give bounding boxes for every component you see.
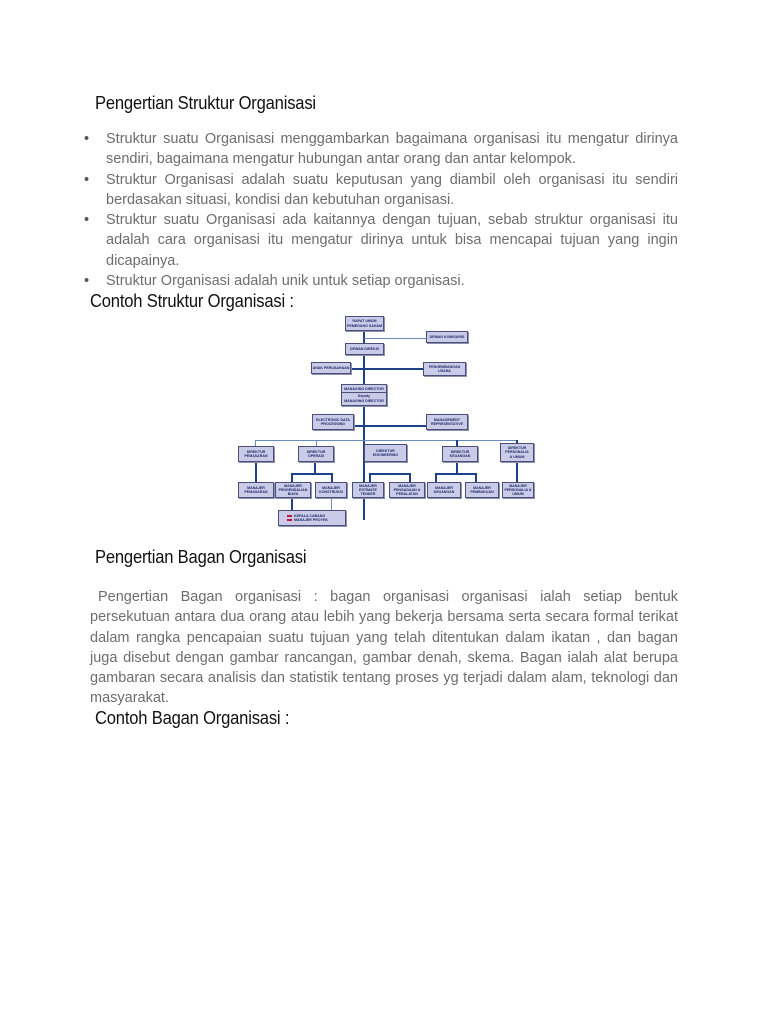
- chart-box-dir-personalia: DIREKTUR PERSONALIA & UMUM: [500, 443, 534, 462]
- chart-box-dir-pemasaran: DIREKTUR PEMASARAN: [238, 446, 274, 462]
- chart-box-management-rep: MANAGEMENT REPRESENTATIVE: [426, 414, 468, 430]
- org-chart-figure: [230, 312, 540, 530]
- connector-line: [331, 473, 333, 482]
- heading-pengertian-bagan: Pengertian Bagan Organisasi: [95, 547, 307, 567]
- connector-line: [291, 473, 333, 475]
- bullet-icon: •: [84, 131, 90, 147]
- chart-box-mgr-pengendalian: MANAJER PENGENDALIAN BIAYA: [275, 482, 311, 498]
- connector-line: [291, 498, 293, 510]
- chart-box-mgr-personalia: MANAJER PERSONALIA & UMUM: [502, 482, 534, 498]
- struktur-bullet-list: [82, 129, 678, 291]
- list-item: • Struktur suatu Organisasi ada kaitannya dengan tujuan, sebab struktur organisasi itu adalah cara organisasi itu mengatur dirinya untuk bisa mencapai tujuan yang ingin dicapainya.: [84, 212, 678, 269]
- chart-box-dir-engineering: DIREKTUR ENGINEERING: [364, 444, 407, 462]
- bagan-paragraph: Pengertian Bagan organisasi : bagan organisasi organisasi ialah setiap bentuk persekutuan antara dua orang atau lebih yang bekerja bersama serta secara formal terikat dalam rangka pencapaian suatu tujuan yang telah ditentukan dalam ikatan , dan bagan juga disebut dengan gambar rancangan, gambar denah, skema. Bagan ialah alat berupa gambaran secara analisis dan statistik tentang proses yg terjadi dalam alam, teknologi dan masyarakat.: [90, 589, 678, 707]
- chart-box-rups: RAPAT UMUM PEMEGANG SAHAM: [345, 316, 384, 331]
- chart-box-managing-director: MANAGING DIRECTOR Deputy MANAGING DIRECTOR: [341, 384, 387, 406]
- bullet-icon: •: [84, 273, 90, 290]
- heading-pengertian-struktur: Pengertian Struktur Organisasi: [95, 93, 316, 113]
- connector-line: [369, 473, 371, 482]
- chart-box-anak-perusahaan: ANAK PERUSAHAAN: [311, 362, 351, 374]
- connector-line: [409, 473, 411, 482]
- list-item: • Struktur Organisasi adalah unik untuk setiap organisasi.: [82, 271, 678, 291]
- list-item: • Struktur suatu Organisasi menggambarkan bagaimana organisasi itu mengatur dirinya sendiri, bagaimana mengatur hubungan antar orang dan antar kelompok.: [84, 131, 678, 168]
- marker-icon: [287, 519, 292, 521]
- chart-box-mgr-pengadaan: MANAJER PENGADAAN & PERALATAN: [389, 482, 425, 498]
- chart-box-mgr-konstruksi: MANAJER KONSTRUKSI: [315, 482, 347, 498]
- chart-box-mgr-pemasaran: MANAJER PEMASARAN: [238, 482, 274, 498]
- chart-box-pengembangan: PENGEMBANGAN USAHA: [423, 362, 466, 376]
- chart-box-cabang-proyek: KEPALA CABANG MANAJER PROYEK: [278, 510, 346, 526]
- connector-line: [363, 462, 365, 474]
- chart-box-mgr-keuangan: MANAJER KEUANGAN: [427, 482, 461, 498]
- heading-contoh-struktur: Contoh Struktur Organisasi :: [90, 291, 294, 311]
- connector-line: [435, 473, 437, 482]
- chart-box-komisaris: DEWAN KOMISARIS: [426, 331, 468, 343]
- chart-box-mgr-pembukuan: MANAJER PEMBUKUAN: [465, 482, 499, 498]
- connector-line: [435, 473, 477, 475]
- connector-line: [516, 462, 518, 482]
- chart-box-edp: ELECTRONIC DATA PROCESSING: [312, 414, 354, 430]
- connector-line: [291, 473, 293, 482]
- connector-line: [364, 338, 426, 339]
- connector-line: [255, 462, 257, 482]
- heading-contoh-bagan: Contoh Bagan Organisasi :: [95, 708, 290, 728]
- list-item: • Struktur Organisasi adalah suatu keputusan yang diambil oleh organisasi itu sendiri berdasakan situasi, kondisi dan kebutuhan organisasi.: [84, 171, 678, 208]
- marker-icon: [287, 515, 292, 517]
- connector-line: [255, 440, 517, 441]
- connector-line: [348, 368, 424, 370]
- connector-line: [331, 498, 332, 510]
- connector-line: [475, 473, 477, 482]
- chart-box-dir-keuangan: DIREKTUR KEUANGAN: [442, 446, 478, 462]
- bullet-icon: •: [84, 171, 90, 188]
- chart-box-direksi: DEWAN DIREKSI: [345, 343, 384, 355]
- connector-line: [369, 473, 411, 475]
- chart-box-mgr-estimate: MANAJER ESTIMATE TENDER: [352, 482, 384, 498]
- bullet-icon: •: [84, 212, 90, 229]
- chart-box-dir-operasi: DIREKTUR OPERASI: [298, 446, 334, 462]
